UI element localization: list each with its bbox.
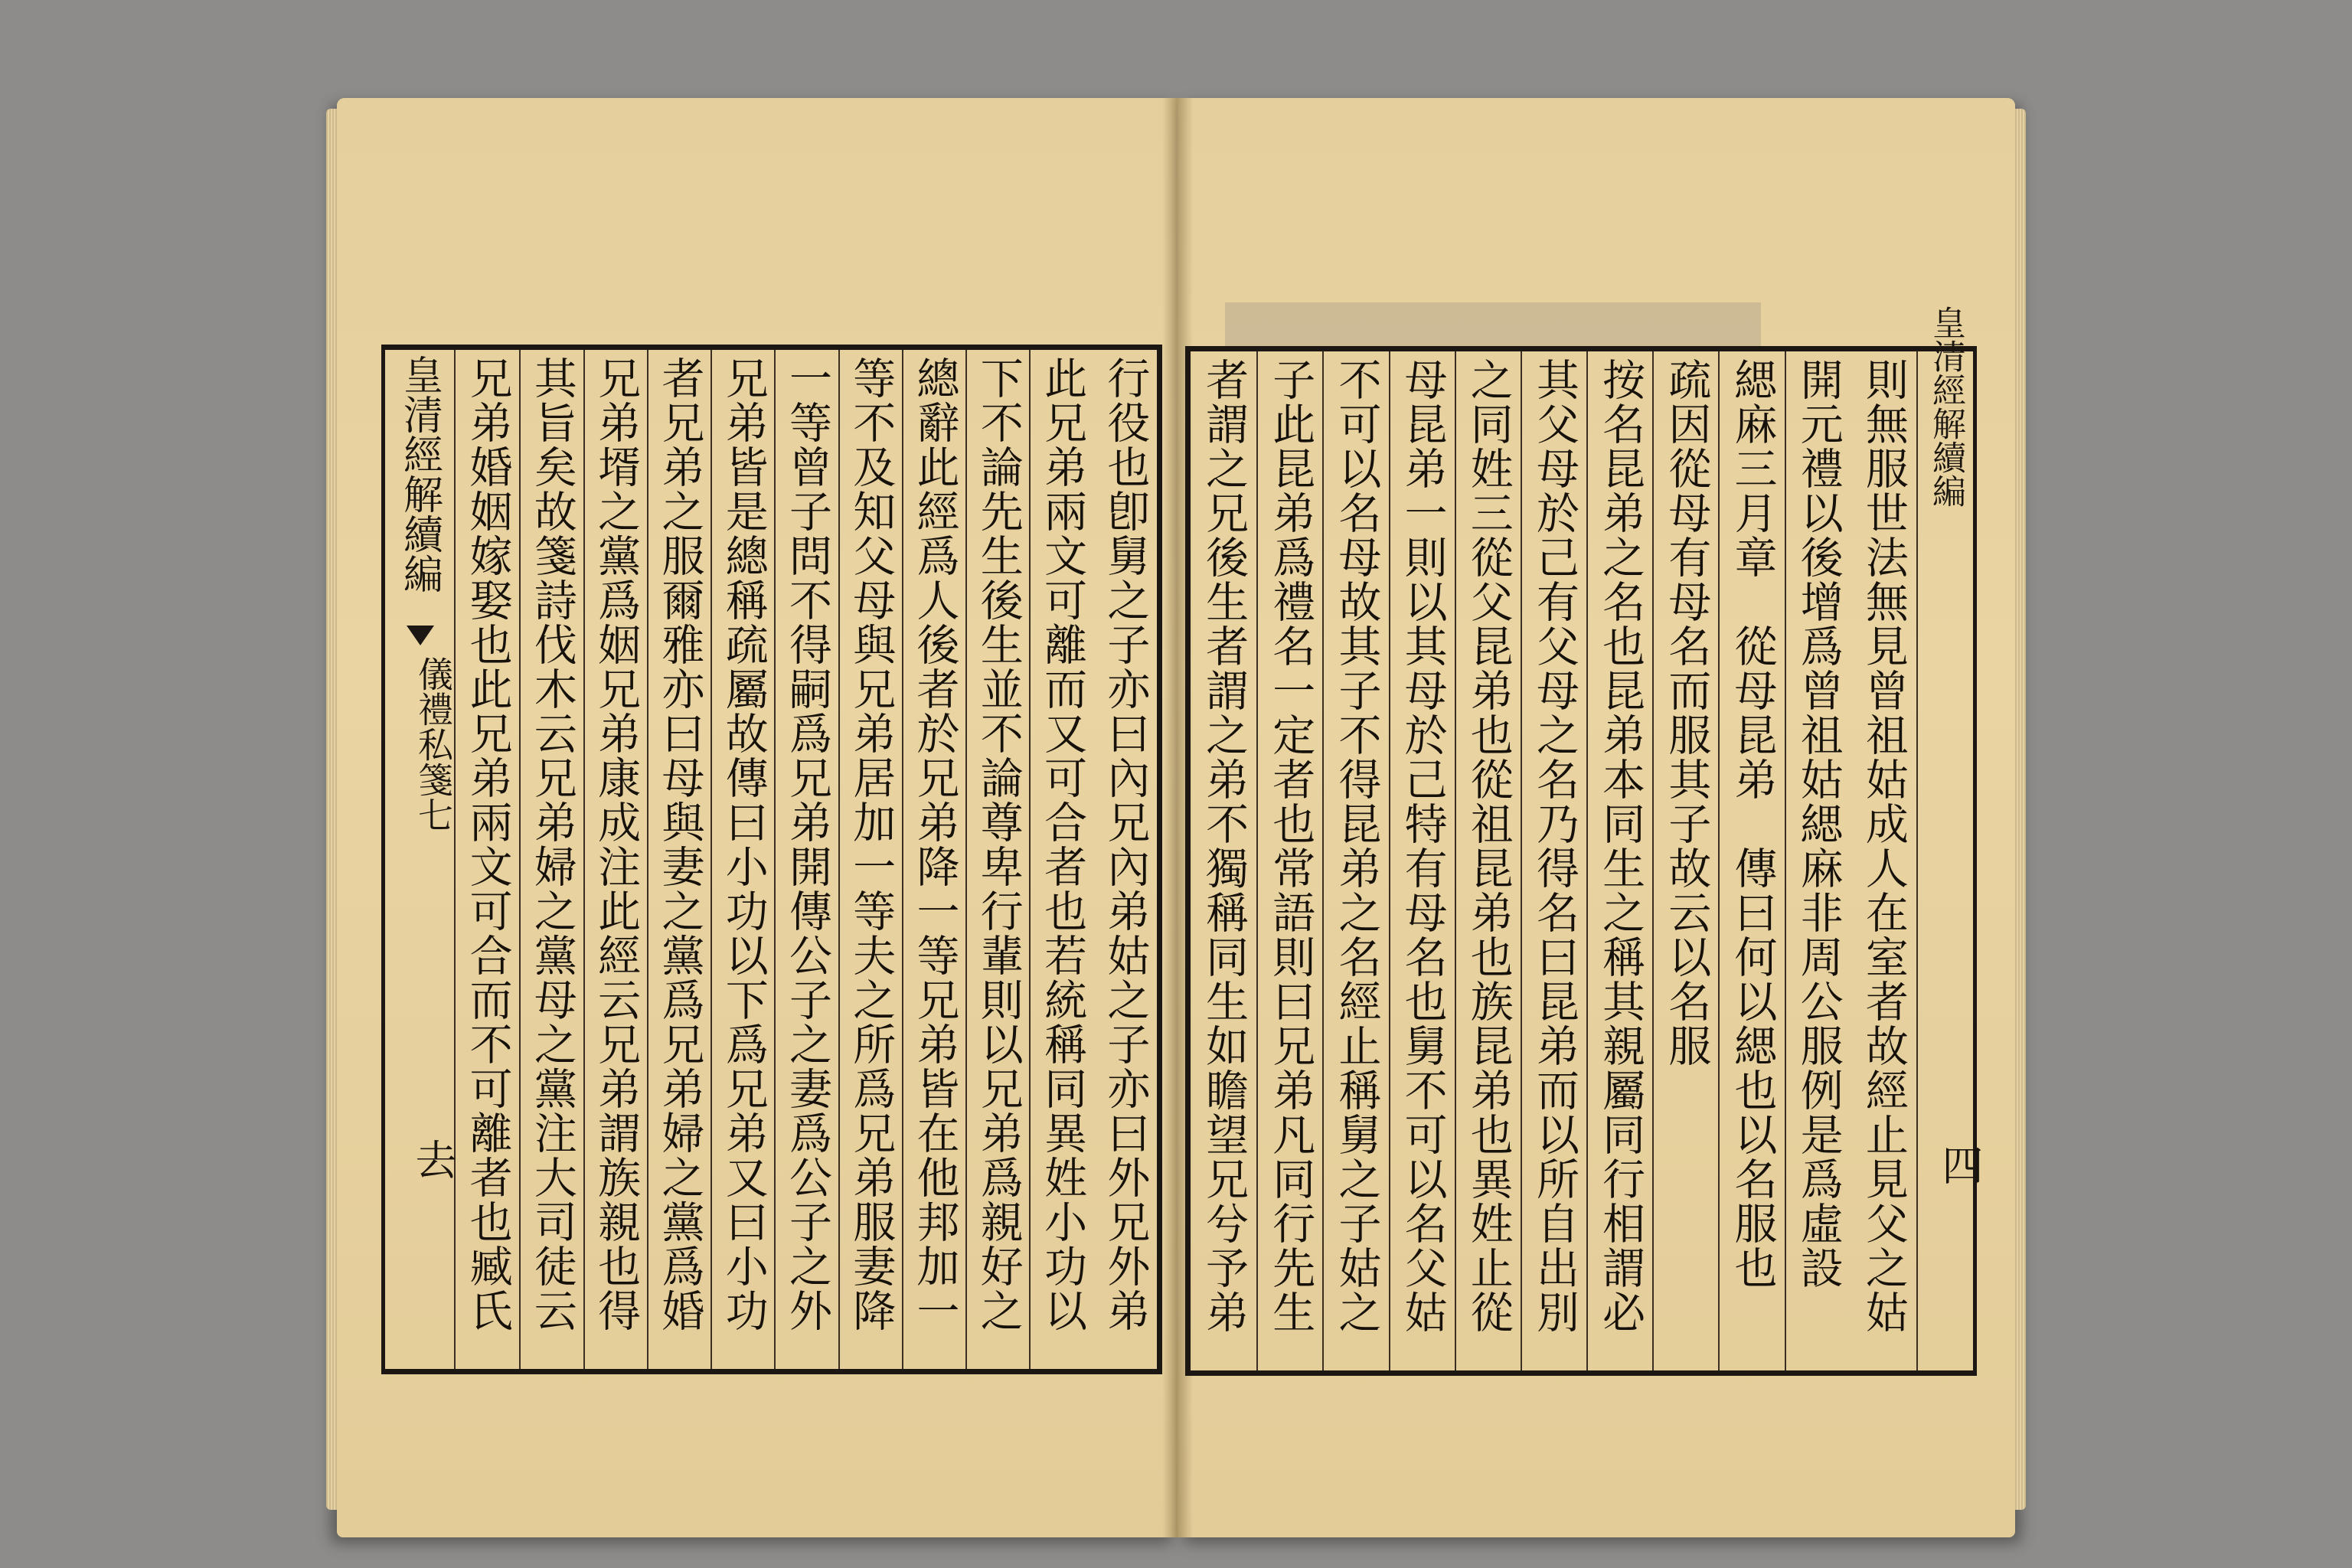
text-column: [774, 350, 838, 1369]
book-title: 皇清經解續編: [396, 354, 443, 593]
text-column: [1029, 350, 1093, 1369]
text-column: [1093, 350, 1157, 1369]
text-column: [838, 350, 902, 1369]
column-text: 等不及知父母與兄弟居加一等夫之所爲兄弟服妻降: [846, 356, 897, 1333]
text-column: [1521, 351, 1586, 1370]
column-text: 則無服世法無見曾祖姑成人在室者故經止見父之姑: [1858, 358, 1909, 1334]
column-text: 此兄弟兩文可離而又可合者也若統稱同異姓小功以: [1037, 356, 1088, 1333]
column-text: 之同姓三從父昆弟也從祖昆弟也族昆弟也異姓止從: [1463, 358, 1514, 1334]
chapter-label: 儀禮私箋七: [413, 656, 454, 832]
column-text: 兄弟壻之黨爲姻兄弟康成注此經云兄弟謂族親也得: [591, 356, 642, 1333]
column-text: 其父母於己有父母之名乃得名曰昆弟而以所自出別: [1529, 358, 1579, 1334]
column-text: 按名昆弟之名也昆弟本同生之稱其親屬同行相謂必: [1596, 358, 1646, 1334]
column-text: 一等曾子問不得嗣爲兄弟開傳公子之妻爲公子之外: [782, 356, 832, 1333]
column-text: 子此昆弟爲禮名一定者也常語則曰兄弟凡同行先生: [1266, 358, 1316, 1334]
text-column: [965, 350, 1029, 1369]
column-text: 其旨矣故箋詩伐木云兄弟婦之黨母之黨注大司徒云: [527, 356, 577, 1333]
bleed-through-shadow: [1225, 302, 1761, 348]
column-text: 者兄弟之服爾雅亦曰母與妻之黨爲兄弟婦之黨爲婚: [655, 356, 705, 1333]
text-column: [1191, 351, 1256, 1370]
text-column: [1785, 351, 1851, 1370]
column-text: 開元禮以後增爲曾祖姑緦麻非周公服例是爲虛設: [1793, 358, 1844, 1290]
column-text: 兄弟婚姻嫁娶也此兄弟兩文可合而不可離者也臧氏: [462, 356, 513, 1333]
fishtail-mark: [407, 626, 434, 645]
left-print-block: [381, 345, 1162, 1374]
text-column: [1389, 351, 1455, 1370]
text-column: [1718, 351, 1784, 1370]
right-print-block: [1185, 305, 1984, 1376]
folio-number-right: 四: [1936, 1144, 1984, 1185]
column-text: 兄弟皆是總稱疏屬故傳曰小功以下爲兄弟又曰小功: [718, 356, 769, 1333]
text-column: [1586, 351, 1652, 1370]
right-text-columns: [1191, 351, 1916, 1370]
column-text: 不可以名母故其子不得昆弟之名經止稱舅之子姑之: [1331, 358, 1382, 1334]
column-text: 行役也卽舅之子亦曰內兄內弟姑之子亦曰外兄外弟: [1100, 356, 1151, 1333]
folio-number: 去: [409, 1138, 457, 1180]
text-column: [456, 350, 519, 1369]
left-center-strip: [385, 350, 456, 1369]
text-column: [902, 350, 965, 1369]
column-text: 者謂之兄後生者謂之弟不獨稱同生如瞻望兄兮予弟: [1199, 358, 1250, 1334]
text-column: [583, 350, 647, 1369]
text-column: [519, 350, 583, 1369]
column-text: 疏因從母有母名而服其子故云以名服: [1661, 358, 1712, 1068]
text-column: [1652, 351, 1718, 1370]
text-column: [1322, 351, 1388, 1370]
text-column: [1256, 351, 1322, 1370]
column-text: 總辭此經爲人後者於兄弟降一等兄弟皆在他邦加一: [910, 356, 960, 1333]
book-title-right: 皇清經解續編: [1926, 305, 1965, 508]
column-text: 下不論先生後生並不論尊卑行輩則以兄弟爲親好之: [973, 356, 1024, 1333]
text-column: [710, 350, 774, 1369]
text-column: [1851, 351, 1916, 1370]
left-text-columns: [456, 350, 1157, 1369]
text-column: [647, 350, 710, 1369]
column-text: 母昆弟一則以其母於己特有母名也舅不可以名父姑: [1397, 358, 1448, 1334]
right-center-strip: [1916, 305, 1984, 1370]
text-column: [1455, 351, 1521, 1370]
column-text: 緦麻三月章 從母昆弟 傳曰何以緦也以名服也: [1727, 358, 1778, 1290]
